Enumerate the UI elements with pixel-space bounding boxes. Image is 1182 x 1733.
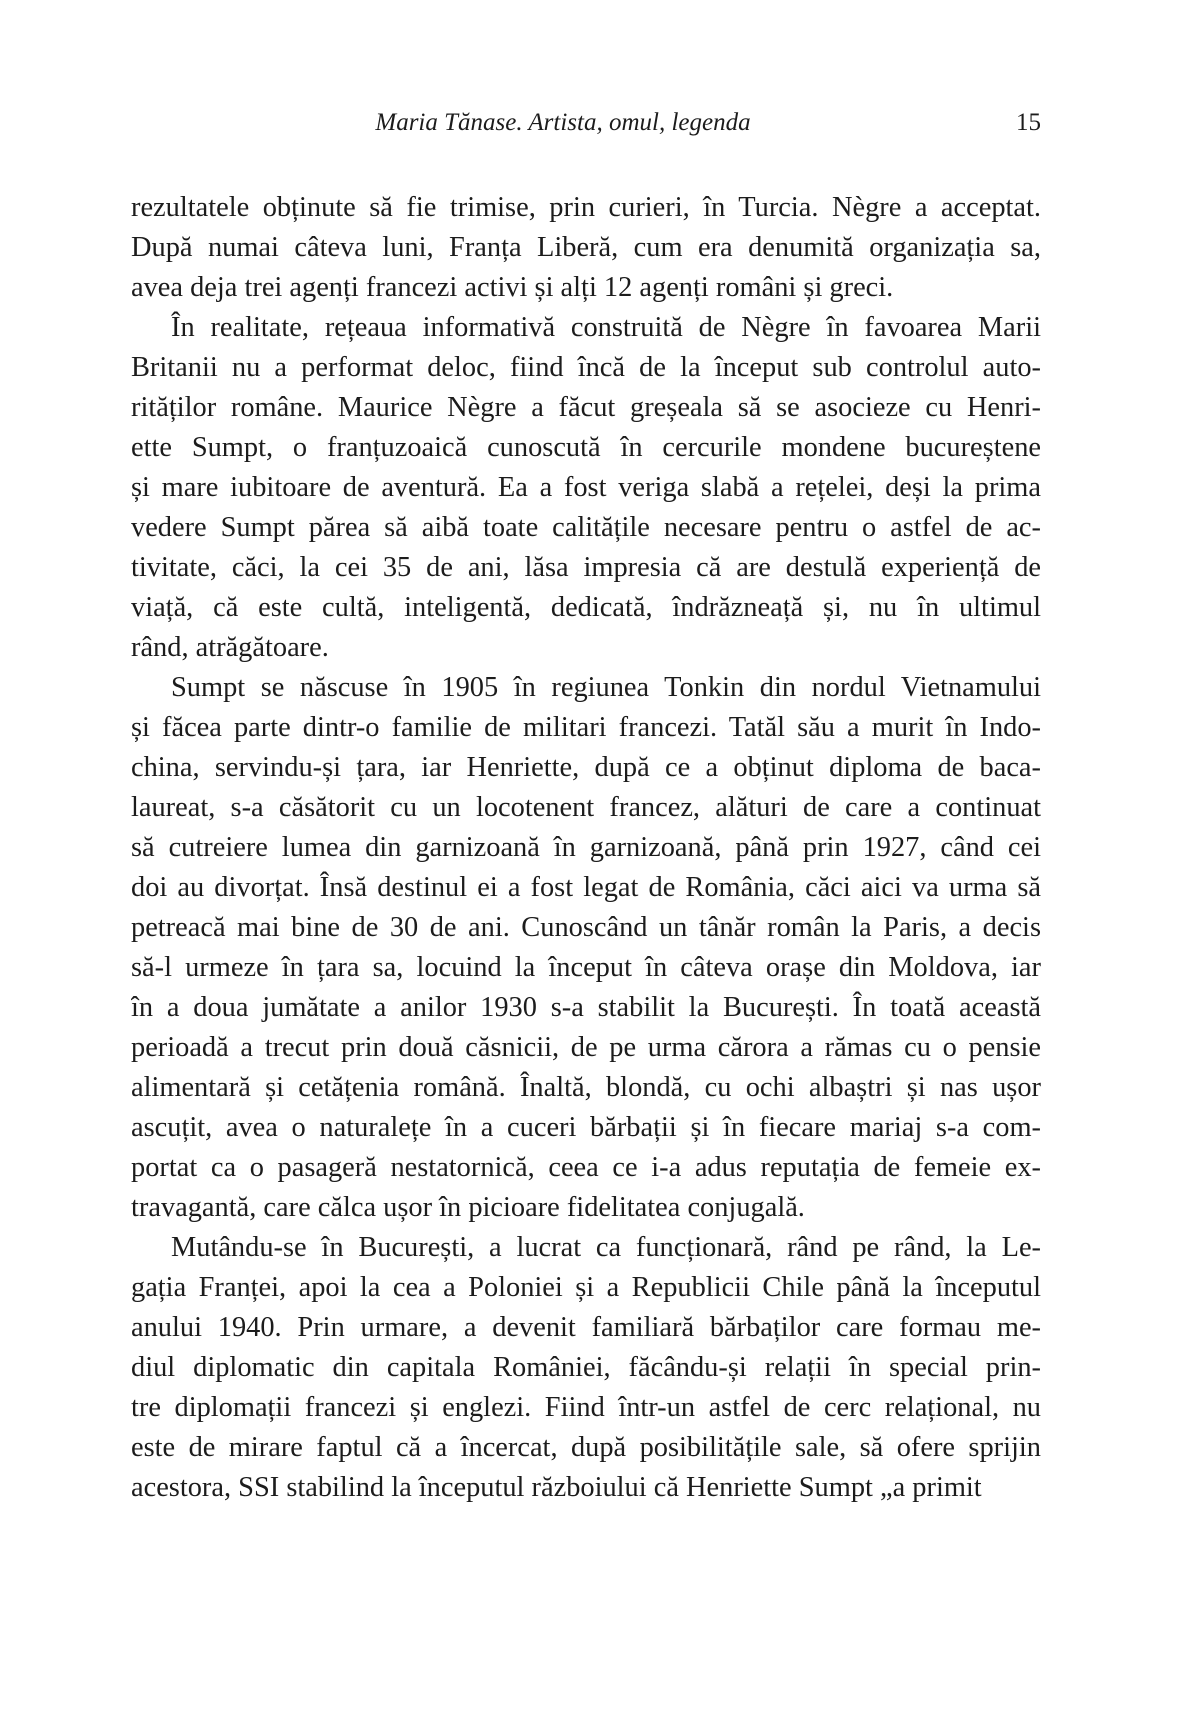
text-line: ascuțit, avea o naturalețe în a cuceri bărbații și în fiecare mariaj s-a com- xyxy=(131,1112,1041,1143)
text-line: în a doua jumătate a anilor 1930 s-a stabilit la București. În toată această xyxy=(131,992,1041,1023)
text-line: și mare iubitoare de aventură. Ea a fost veriga slabă a rețelei, deși la prima xyxy=(131,472,1041,503)
text-line: Britanii nu a performat deloc, fiind încă de la început sub controlul auto- xyxy=(131,352,1041,383)
paragraph xyxy=(131,1228,1041,1508)
text-line: și făcea parte dintr-o familie de militari francezi. Tatăl său a murit în Indo- xyxy=(131,712,1041,743)
text-line: rităților române. Maurice Nègre a făcut greșeala să se asocieze cu Henri- xyxy=(131,392,1041,423)
text-line: diul diplomatic din capitala României, făcându-și relații în special prin- xyxy=(131,1352,1041,1383)
text-line: travagantă, care călca ușor în picioare fidelitatea conjugală. xyxy=(131,1192,805,1223)
paragraph xyxy=(131,188,1041,308)
text-line: rând, atrăgătoare. xyxy=(131,632,329,663)
text-line: petreacă mai bine de 30 de ani. Cunoscând un tânăr român la Paris, a decis xyxy=(131,912,1041,943)
text-line: china, servindu-și țara, iar Henriette, după ce a obținut diploma de baca- xyxy=(131,752,1041,783)
text-line: este de mirare faptul că a încercat, după posibilitățile sale, să ofere sprijin xyxy=(131,1432,1041,1463)
text-line: tivitate, căci, la cei 35 de ani, lăsa impresia că are destulă experiență de xyxy=(131,552,1041,583)
text-line: ette Sumpt, o franțuzoaică cunoscută în cercurile mondene bucureștene xyxy=(131,432,1041,463)
text-line: vedere Sumpt părea să aibă toate calitățile necesare pentru o astfel de ac- xyxy=(131,512,1041,543)
paragraph xyxy=(131,668,1041,1228)
text-line: În realitate, rețeaua informativă construită de Nègre în favoarea Marii xyxy=(171,312,1041,343)
body-text xyxy=(131,188,1041,1508)
text-line: tre diplomații francezi și englezi. Fiind într-un astfel de cerc relațional, nu xyxy=(131,1392,1041,1423)
paragraph xyxy=(131,308,1041,668)
text-line: să-l urmeze în țara sa, locuind la început în câteva orașe din Moldova, iar xyxy=(131,952,1041,983)
text-line: După numai câteva luni, Franța Liberă, cum era denumită organizația sa, xyxy=(131,232,1041,263)
text-line: acestora, SSI stabilind la începutul războiului că Henriette Sumpt „a primit xyxy=(131,1472,982,1503)
text-line: viață, că este cultă, inteligentă, dedicată, îndrăzneață și, nu în ultimul xyxy=(131,592,1041,623)
page-number: 15 xyxy=(1016,109,1041,136)
text-line: perioadă a trecut prin două căsnicii, de pe urma cărora a rămas cu o pensie xyxy=(131,1032,1041,1063)
text-line: avea deja trei agenți francezi activi și alți 12 agenți români și greci. xyxy=(131,272,894,303)
text-line: alimentară și cetățenia română. Înaltă, blondă, cu ochi albaștri și nas ușor xyxy=(131,1072,1041,1103)
text-line: rezultatele obținute să fie trimise, prin curieri, în Turcia. Nègre a acceptat. xyxy=(131,192,1041,223)
text-line: să cutreiere lumea din garnizoană în garnizoană, până prin 1927, când cei xyxy=(131,832,1041,863)
running-title: Maria Tănase. Artista, omul, legenda xyxy=(375,109,751,136)
text-line: doi au divorțat. Însă destinul ei a fost legat de România, căci aici va urma să xyxy=(131,872,1041,903)
text-line: portat ca o pasageră nestatornică, ceea ce i-a adus reputația de femeie ex- xyxy=(131,1152,1041,1183)
text-line: Mutându-se în București, a lucrat ca funcționară, rând pe rând, la Le- xyxy=(171,1232,1041,1263)
text-line: Sumpt se născuse în 1905 în regiunea Tonkin din nordul Vietnamului xyxy=(171,672,1041,703)
text-line: anului 1940. Prin urmare, a devenit familiară bărbaților care formau me- xyxy=(131,1312,1041,1343)
running-header xyxy=(165,103,1041,143)
text-line: gația Franței, apoi la cea a Poloniei și a Republicii Chile până la începutul xyxy=(131,1272,1041,1303)
text-line: laureat, s-a căsătorit cu un locotenent francez, alături de care a continuat xyxy=(131,792,1041,823)
